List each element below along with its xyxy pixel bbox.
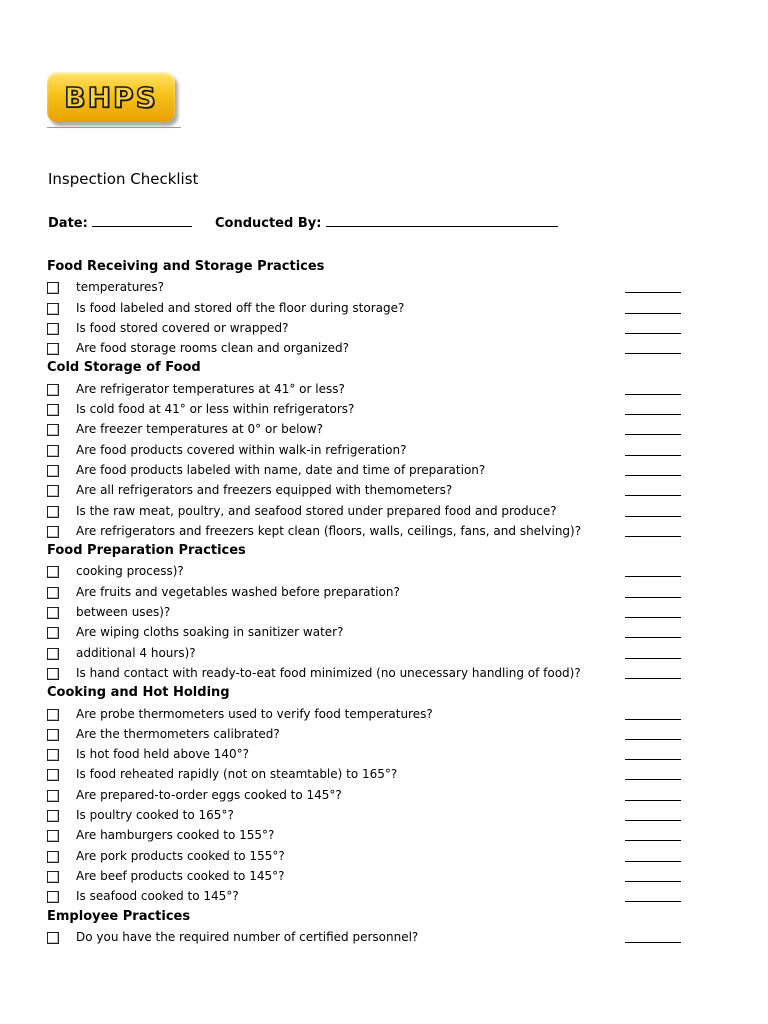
checkbox[interactable] [47,445,59,457]
question-text: Is the raw meat, poultry, and seafood stored under prepared food and produce? [76,503,557,518]
answer-blank[interactable] [625,800,681,801]
checklist-item [47,582,687,602]
answer-blank[interactable] [625,516,681,517]
answer-blank[interactable] [625,394,681,395]
checklist-item [47,480,687,500]
answer-blank[interactable] [625,637,681,638]
checklist-item [47,805,687,825]
checklist-item [47,744,687,764]
checklist-item [47,927,687,947]
checkbox[interactable] [47,303,59,315]
logo-divider [47,127,181,128]
checklist-item [47,338,687,358]
checkbox[interactable] [47,790,59,802]
checklist-item [47,866,687,886]
checkbox[interactable] [47,282,59,294]
checklist-item [47,764,687,784]
question-text: Is food reheated rapidly (not on steamtable) to 165°? [76,767,398,782]
answer-blank[interactable] [625,495,681,496]
checkbox[interactable] [47,323,59,335]
question-text: Are prepared-to-order eggs cooked to 145°? [76,787,342,802]
answer-blank[interactable] [625,840,681,841]
question-text: Is seafood cooked to 145°? [76,889,239,904]
checklist-item [47,724,687,744]
section-heading: Employee Practices [47,908,191,924]
checklist-item [47,318,687,338]
checklist-item [47,846,687,866]
question-text: Are all refrigerators and freezers equipped with themometers? [76,483,453,498]
checklist-item [47,643,687,663]
question-text: additional 4 hours)? [76,645,196,660]
checkbox[interactable] [47,485,59,497]
checklist-item [47,521,687,541]
checkbox[interactable] [47,769,59,781]
checkbox[interactable] [47,830,59,842]
question-text: Are hamburgers cooked to 155°? [76,828,275,843]
question-text: Are food products labeled with name, date and time of preparation? [76,462,486,477]
question-text: temperatures? [76,280,165,295]
answer-blank[interactable] [625,536,681,537]
checkbox[interactable] [47,749,59,761]
checkbox[interactable] [47,343,59,355]
checklist-item [47,419,687,439]
checkbox[interactable] [47,587,59,599]
checklist [47,257,687,947]
question-text: Is hand contact with ready-to-eat food minimized (no unecessary handling of food)? [76,665,581,680]
question-text: Are food products covered within walk-in refrigeration? [76,442,407,457]
answer-blank[interactable] [625,820,681,821]
answer-blank[interactable] [625,292,681,293]
answer-blank[interactable] [625,658,681,659]
question-text: Are refrigerators and freezers kept clean (floors, walls, ceilings, fans, and shelving)? [76,523,582,538]
answer-blank[interactable] [625,678,681,679]
checkbox[interactable] [47,932,59,944]
section-heading: Food Preparation Practices [47,543,246,559]
question-text: Are beef products cooked to 145°? [76,868,285,883]
checkbox[interactable] [47,607,59,619]
logo-text: BHPS [64,80,158,114]
checkbox[interactable] [47,566,59,578]
checkbox[interactable] [47,424,59,436]
section-heading: Cold Storage of Food [47,360,201,376]
header-fields [48,214,558,231]
answer-blank[interactable] [625,779,681,780]
answer-blank[interactable] [625,719,681,720]
answer-blank[interactable] [625,333,681,334]
conducted-by-blank[interactable] [326,214,558,227]
checkbox[interactable] [47,871,59,883]
checkbox[interactable] [47,668,59,680]
checklist-item [47,277,687,297]
answer-blank[interactable] [625,861,681,862]
page-title: Inspection Checklist [48,170,199,188]
answer-blank[interactable] [625,455,681,456]
checklist-item [47,622,687,642]
question-text: Are freezer temperatures at 0° or below? [76,422,323,437]
answer-blank[interactable] [625,434,681,435]
section-heading: Cooking and Hot Holding [47,685,230,701]
question-text: Do you have the required number of certified personnel? [76,929,419,944]
answer-blank[interactable] [625,617,681,618]
answer-blank[interactable] [625,759,681,760]
answer-blank[interactable] [625,353,681,354]
checklist-item [47,379,687,399]
checklist-item [47,663,687,683]
question-text: Are wiping cloths soaking in sanitizer water? [76,625,344,640]
answer-blank[interactable] [625,881,681,882]
question-text: between uses)? [76,605,171,620]
checklist-item [47,602,687,622]
answer-blank[interactable] [625,942,681,943]
section-heading: Food Receiving and Storage Practices [47,259,325,274]
question-text: cooking process)? [76,564,184,579]
date-blank[interactable] [92,214,192,227]
checkbox[interactable] [47,384,59,396]
checkbox[interactable] [47,709,59,721]
question-text: Are the thermometers calibrated? [76,726,280,741]
question-text: Are fruits and vegetables washed before preparation? [76,584,400,599]
question-text: Are refrigerator temperatures at 41° or less? [76,381,345,396]
checklist-item [47,704,687,724]
date-label: Date: [48,216,88,231]
question-text: Are food storage rooms clean and organized? [76,341,350,356]
bhps-logo [47,72,175,122]
checkbox[interactable] [47,891,59,903]
checkbox[interactable] [47,404,59,416]
checkbox[interactable] [47,506,59,518]
question-text: Is cold food at 41° or less within refrigerators? [76,402,355,417]
answer-blank[interactable] [625,475,681,476]
checkbox[interactable] [47,627,59,639]
checkbox[interactable] [47,729,59,741]
checkbox[interactable] [47,810,59,822]
answer-blank[interactable] [625,597,681,598]
answer-blank[interactable] [625,739,681,740]
question-text: Is hot food held above 140°? [76,747,250,762]
checkbox[interactable] [47,851,59,863]
answer-blank[interactable] [625,313,681,314]
conducted-by-label: Conducted By: [214,216,322,231]
checklist-item [47,298,687,318]
question-text: Is poultry cooked to 165°? [76,808,234,823]
answer-blank[interactable] [625,576,681,577]
answer-blank[interactable] [625,414,681,415]
checkbox[interactable] [47,526,59,538]
question-text: Is food labeled and stored off the floor during storage? [76,300,405,315]
question-text: Is food stored covered or wrapped? [76,320,289,335]
answer-blank[interactable] [625,901,681,902]
checklist-item [47,886,687,906]
checklist-item [47,440,687,460]
checklist-item [47,399,687,419]
checklist-item [47,460,687,480]
question-text: Are probe thermometers used to verify food temperatures? [76,706,433,721]
checkbox[interactable] [47,648,59,660]
checklist-item [47,785,687,805]
checkbox[interactable] [47,465,59,477]
question-text: Are pork products cooked to 155°? [76,848,285,863]
checklist-item [47,561,687,581]
checklist-item [47,825,687,845]
checklist-item [47,501,687,521]
